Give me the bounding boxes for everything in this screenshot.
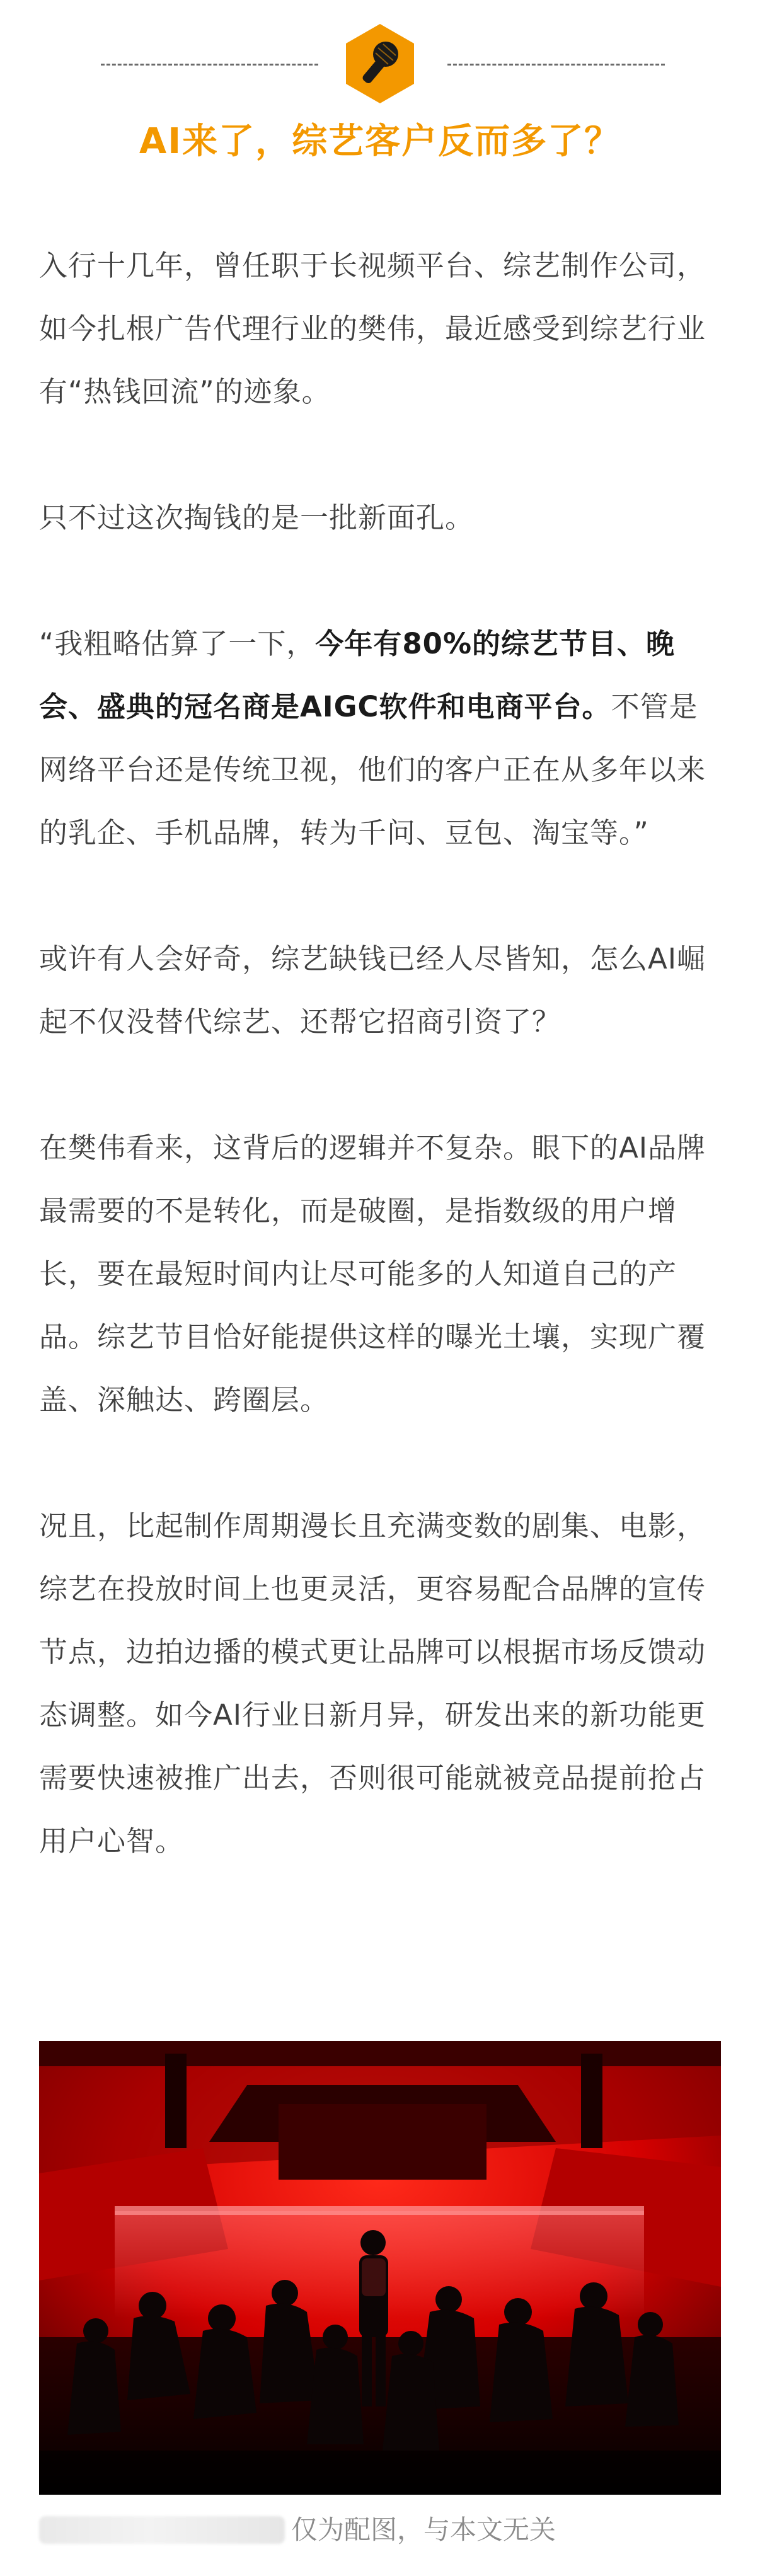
photo-caption (39, 2509, 721, 2547)
stage-performance-photo (39, 2041, 721, 2495)
text-segment: 或许有人会好奇，综艺缺钱已经人尽皆知，怎么AI崛起不仅没替代综艺、还帮它招商引资了？ (39, 942, 706, 1038)
header-divider-left (101, 64, 318, 66)
bold-text-segment: 今年有80%的综艺节目、晚会、盛典的冠名商是AIGC软件和电商平台。 (39, 627, 676, 723)
text-segment: “我粗略估算了一下， (39, 627, 316, 660)
paragraph (39, 612, 721, 865)
text-segment: 只不过这次掏钱的是一批新面孔。 (39, 501, 475, 534)
blurred-source-credit (39, 2516, 285, 2544)
microphone-icon (339, 23, 421, 105)
paragraph (39, 234, 721, 423)
header-divider-right (447, 64, 665, 66)
paragraph (39, 486, 721, 549)
text-segment: 不管是网络平台还是传统卫视，他们的客户正在从多年以来的乳企、手机品牌，转为千问、豆包、淘宝等。” (39, 690, 706, 849)
text-segment: 况且，比起制作周期漫长且充满变数的剧集、电影，综艺在投放时间上也更灵活，更容易配合品牌的宣传节点，边拍边播的模式更让品牌可以根据市场反馈动态调整。如今AI行业日新月异，研发出来的新功能更需要快速被推广出去，否则很可能就被竞品提前抢占用户心智。 (39, 1509, 706, 1858)
caption-text: 仅为配图，与本文无关 (291, 2514, 556, 2545)
paragraph (39, 1117, 721, 1432)
article-body (39, 234, 721, 1873)
text-segment: 在樊伟看来，这背后的逻辑并不复杂。眼下的AI品牌最需要的不是转化，而是破圈，是指数级的用户增长，要在最短时间内让尽可能多的人知道自己的产品。综艺节目恰好能提供这样的曝光土壤，实现广覆盖、深触达、跨圈层。 (39, 1131, 706, 1417)
paragraph (39, 1495, 721, 1873)
article-header (0, 0, 760, 170)
article-title: AI来了，综艺客户反而多了？ (139, 121, 621, 162)
text-segment: 入行十几年，曾任职于长视频平台、综艺制作公司，如今扎根广告代理行业的樊伟，最近感受到综艺行业有“热钱回流”的迹象。 (39, 249, 706, 408)
paragraph (39, 928, 721, 1054)
